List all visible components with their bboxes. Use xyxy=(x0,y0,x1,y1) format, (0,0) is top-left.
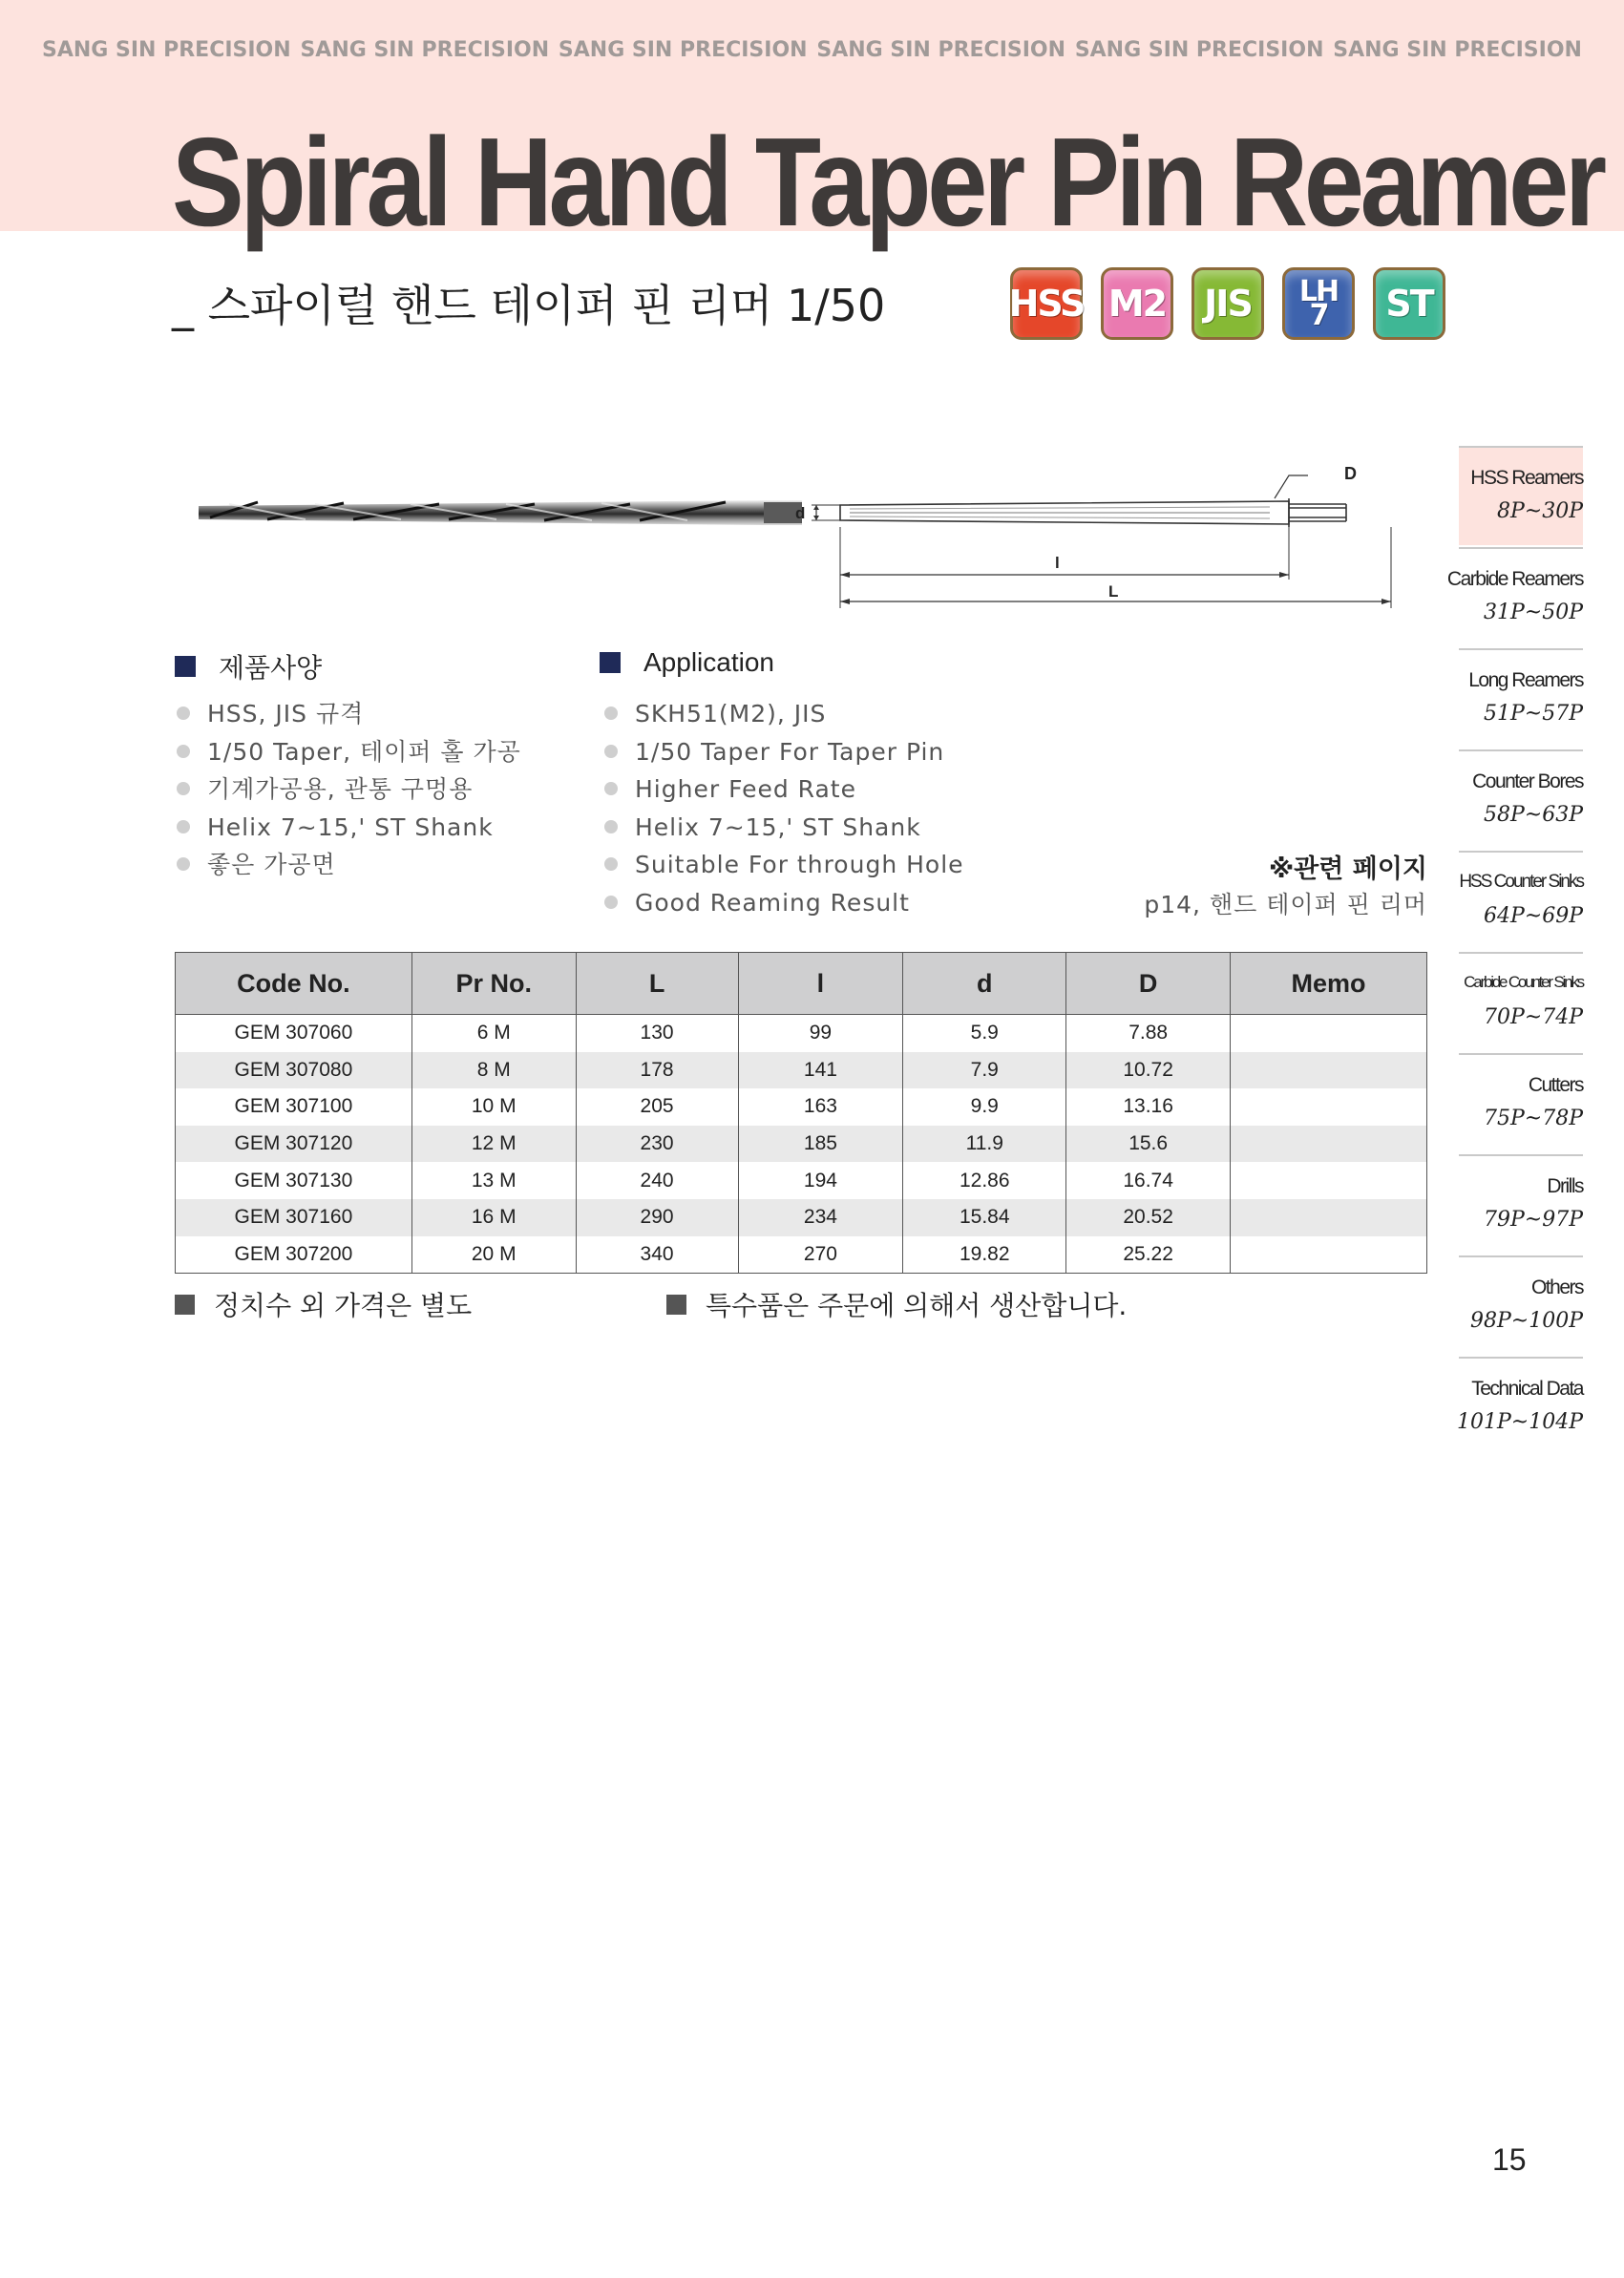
list-item: 1/50 Taper, 테이퍼 홀 가공 xyxy=(177,733,521,771)
nav-hss-reamers[interactable] xyxy=(1459,446,1583,545)
badge-st: ST xyxy=(1373,267,1445,340)
note-price-text: 정치수 외 가격은 별도 xyxy=(214,1290,473,1321)
table-cell: 8 M xyxy=(411,1052,576,1089)
table-cell: 12 M xyxy=(411,1126,576,1163)
table-cell: GEM 307160 xyxy=(176,1199,412,1236)
list-item: Good Reaming Result xyxy=(604,884,964,922)
table-cell: 178 xyxy=(576,1052,738,1089)
list-item: 기계가공용, 관통 구멍용 xyxy=(177,770,521,809)
specs-list xyxy=(177,695,521,884)
page-subtitle: _ 스파이럴 핸드 테이퍼 핀 리머 1/50 xyxy=(172,280,886,331)
table-cell: 15.84 xyxy=(903,1199,1066,1236)
brand-label: SANG SIN PRECISION xyxy=(42,38,291,62)
nav-label: Technical Data xyxy=(1471,1378,1583,1400)
table-cell: 10.72 xyxy=(1066,1052,1231,1089)
bullet-icon xyxy=(604,820,618,833)
table-cell: 7.88 xyxy=(1066,1015,1231,1052)
brand-label: SANG SIN PRECISION xyxy=(1333,38,1582,62)
table-cell: GEM 307120 xyxy=(176,1126,412,1163)
application-list xyxy=(604,695,964,921)
badge-lh7 xyxy=(1282,267,1355,340)
nav-label: Carbide Reamers xyxy=(1446,568,1583,590)
related-page-link[interactable]: p14, 핸드 테이퍼 핀 리머 xyxy=(1144,891,1427,918)
nav-long-reamers[interactable] xyxy=(1459,648,1583,748)
table-cell xyxy=(1231,1162,1427,1199)
table-cell xyxy=(1231,1126,1427,1163)
nav-pages: 31P~50P xyxy=(1483,601,1583,624)
table-row xyxy=(176,1126,1427,1163)
nav-cutters[interactable] xyxy=(1459,1053,1583,1152)
table-row xyxy=(176,1236,1427,1274)
bullet-icon xyxy=(177,820,190,833)
table-cell xyxy=(1231,1199,1427,1236)
brand-label: SANG SIN PRECISION xyxy=(1074,38,1324,62)
table-cell: 99 xyxy=(738,1015,903,1052)
table-cell: GEM 307200 xyxy=(176,1236,412,1274)
reamer-drawing xyxy=(191,460,1403,613)
table-cell: 6 M xyxy=(411,1015,576,1052)
nav-pages: 79P~97P xyxy=(1483,1208,1583,1232)
page-title: Spiral Hand Taper Pin Reamer xyxy=(172,112,1603,252)
col-header: L xyxy=(576,953,738,1015)
note-square-icon xyxy=(666,1295,686,1315)
badge-hss: HSS xyxy=(1010,267,1083,340)
nav-label: HSS Counter Sinks xyxy=(1459,872,1583,892)
table-cell: 15.6 xyxy=(1066,1126,1231,1163)
nav-pages: 64P~69P xyxy=(1483,904,1583,928)
table-row xyxy=(176,1162,1427,1199)
bullet-icon xyxy=(177,782,190,795)
nav-others[interactable] xyxy=(1459,1255,1583,1355)
list-item: Suitable For through Hole xyxy=(604,846,964,884)
list-item: Helix 7~15,' ST Shank xyxy=(604,809,964,847)
list-item: 좋은 가공면 xyxy=(177,846,521,884)
specs-heading-text: 제품사양 xyxy=(219,653,323,683)
col-header: Code No. xyxy=(176,953,412,1015)
note-special-order-text: 특수품은 주문에 의해서 생산합니다. xyxy=(706,1290,1128,1321)
table-cell: 240 xyxy=(576,1162,738,1199)
nav-pages: 8P~30P xyxy=(1496,499,1583,523)
table-cell: 5.9 xyxy=(903,1015,1066,1052)
table-cell: 290 xyxy=(576,1199,738,1236)
section-square-icon xyxy=(175,656,196,677)
badge-m2: M2 xyxy=(1101,267,1173,340)
table-row xyxy=(176,1015,1427,1052)
badge-7-label: 7 xyxy=(1309,299,1328,332)
table-cell: 340 xyxy=(576,1236,738,1274)
col-header: Pr No. xyxy=(411,953,576,1015)
bullet-icon xyxy=(604,707,618,720)
list-item: Higher Feed Rate xyxy=(604,770,964,809)
col-header: l xyxy=(738,953,903,1015)
nav-label: Drills xyxy=(1547,1175,1583,1197)
table-cell: 25.22 xyxy=(1066,1236,1231,1274)
nav-pages: 70P~74P xyxy=(1483,1005,1583,1029)
nav-pages: 51P~57P xyxy=(1483,702,1583,726)
nav-technical-data[interactable] xyxy=(1456,1357,1583,1456)
nav-pages: 58P~63P xyxy=(1483,803,1583,827)
nav-label: Carbide Counter Sinks xyxy=(1464,973,1583,991)
table-cell: 20 M xyxy=(411,1236,576,1274)
dim-D-label: D xyxy=(1344,464,1357,483)
bullet-icon xyxy=(604,896,618,909)
brand-label: SANG SIN PRECISION xyxy=(300,38,550,62)
list-item: HSS, JIS 규격 xyxy=(177,695,521,733)
application-heading-text: Application xyxy=(643,647,774,677)
table-cell: 9.9 xyxy=(903,1088,1066,1126)
note-price xyxy=(175,1285,472,1323)
table-cell: 13.16 xyxy=(1066,1088,1231,1126)
list-item: Helix 7~15,' ST Shank xyxy=(177,809,521,847)
table-cell: 16.74 xyxy=(1066,1162,1231,1199)
col-header: D xyxy=(1066,953,1231,1015)
dim-l-label: l xyxy=(1055,554,1060,572)
table-cell xyxy=(1231,1088,1427,1126)
bullet-icon xyxy=(604,857,618,871)
application-heading xyxy=(600,647,774,678)
brand-label: SANG SIN PRECISION xyxy=(816,38,1066,62)
section-square-icon xyxy=(600,652,621,673)
table-cell: GEM 307060 xyxy=(176,1015,412,1052)
table-cell: 205 xyxy=(576,1088,738,1126)
nav-label: Others xyxy=(1530,1276,1583,1298)
nav-pages: 75P~78P xyxy=(1483,1107,1583,1130)
nav-carbide-reamers[interactable] xyxy=(1446,547,1583,646)
reamer-line-drawing xyxy=(812,475,1391,608)
note-square-icon xyxy=(175,1295,195,1315)
table-cell: 185 xyxy=(738,1126,903,1163)
table-row xyxy=(176,1088,1427,1126)
table-cell: 10 M xyxy=(411,1088,576,1126)
table-cell: 230 xyxy=(576,1126,738,1163)
table-cell: 20.52 xyxy=(1066,1199,1231,1236)
table-row xyxy=(176,1052,1427,1089)
brand-strip xyxy=(0,38,1624,62)
nav-counter-bores[interactable] xyxy=(1459,749,1583,849)
table-cell xyxy=(1231,1052,1427,1089)
table-cell: GEM 307100 xyxy=(176,1088,412,1126)
dim-L-label: L xyxy=(1108,582,1119,601)
nav-label: HSS Reamers xyxy=(1470,467,1583,489)
note-special-order xyxy=(666,1285,1127,1323)
table-cell: 234 xyxy=(738,1199,903,1236)
col-header: Memo xyxy=(1231,953,1427,1015)
table-cell: 141 xyxy=(738,1052,903,1089)
brand-label: SANG SIN PRECISION xyxy=(558,38,808,62)
table-cell xyxy=(1231,1015,1427,1052)
table-cell: 12.86 xyxy=(903,1162,1066,1199)
nav-label: Counter Bores xyxy=(1472,770,1583,792)
side-navigation xyxy=(1446,446,1583,1458)
badge-jis: JIS xyxy=(1192,267,1264,340)
table-cell: 19.82 xyxy=(903,1236,1066,1274)
table-row xyxy=(176,1199,1427,1236)
table-cell: 13 M xyxy=(411,1162,576,1199)
table-cell: 270 xyxy=(738,1236,903,1274)
related-pages-title: ※관련 페이지 xyxy=(1268,854,1427,884)
table-cell: 7.9 xyxy=(903,1052,1066,1089)
nav-pages: 98P~100P xyxy=(1469,1309,1583,1333)
list-item: SKH51(M2), JIS xyxy=(604,695,964,733)
badge-lh-label: LH xyxy=(1298,274,1339,308)
nav-drills[interactable] xyxy=(1459,1154,1583,1254)
bullet-icon xyxy=(177,857,190,871)
nav-hss-counter-sinks[interactable] xyxy=(1459,851,1583,950)
table-cell: GEM 307130 xyxy=(176,1162,412,1199)
page-number: 15 xyxy=(1492,2142,1527,2177)
spec-table xyxy=(175,952,1427,1274)
table-cell: 130 xyxy=(576,1015,738,1052)
table-cell: GEM 307080 xyxy=(176,1052,412,1089)
list-item: 1/50 Taper For Taper Pin xyxy=(604,733,964,771)
table-cell xyxy=(1231,1236,1427,1274)
bullet-icon xyxy=(604,745,618,758)
table-cell: 11.9 xyxy=(903,1126,1066,1163)
col-header: d xyxy=(903,953,1066,1015)
material-badges xyxy=(1010,267,1445,340)
table-header-row xyxy=(176,953,1427,1015)
nav-pages: 101P~104P xyxy=(1456,1410,1583,1434)
table-cell: 16 M xyxy=(411,1199,576,1236)
bullet-icon xyxy=(177,707,190,720)
bullet-icon xyxy=(177,745,190,758)
nav-label: Long Reamers xyxy=(1468,669,1583,691)
dim-d-label: d xyxy=(795,504,806,522)
reamer-photo xyxy=(199,500,802,525)
specs-heading xyxy=(175,647,322,686)
nav-label: Cutters xyxy=(1528,1074,1583,1096)
table-cell: 163 xyxy=(738,1088,903,1126)
table-cell: 194 xyxy=(738,1162,903,1199)
bullet-icon xyxy=(604,782,618,795)
nav-carbide-counter-sinks[interactable] xyxy=(1459,952,1583,1051)
